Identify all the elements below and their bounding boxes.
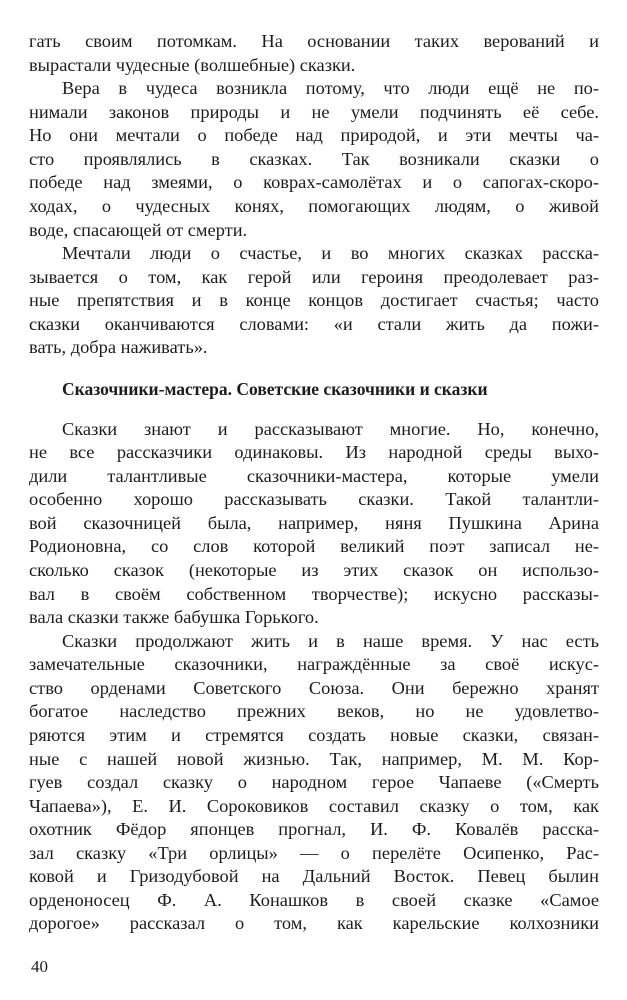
text-line: Вера в чудеса возникла потому, что люди ещё не по- xyxy=(62,78,599,99)
text-line: ные с нашей новой жизнью. Так, например, М. М. Кор- xyxy=(29,748,599,769)
text-line: ство орденами Советского Союза. Они бережно хранят xyxy=(29,677,599,698)
text-line: ряются этим и стремятся создать новые сказки, связан- xyxy=(29,724,599,745)
text-line: орденоносец Ф. А. Конашков в своей сказке «Самое xyxy=(29,889,599,910)
text-line: охотник Фёдор японцев прогнал, И. Ф. Ковалёв расска- xyxy=(29,819,599,840)
text-line: сказки оканчиваются словами: «и стали жить да пожи- xyxy=(29,313,599,334)
text-line: вал в своём собственном творчестве); искусно рассказы- xyxy=(29,583,599,604)
text-line: дили талантливые сказочники-мастера, которые умели xyxy=(29,465,599,486)
text-line: гать своим потомкам. На основании таких верований и xyxy=(29,31,599,51)
text-line: вала сказки также бабушка Горького. xyxy=(29,607,319,628)
text-line: Сказки продолжают жить и в наше время. У нас есть xyxy=(62,630,599,651)
text-line: богатое наследство прежних веков, но не удовлетво- xyxy=(29,701,599,722)
text-line: зал сказку «Три орлицы» — о перелёте Осипенко, Рас- xyxy=(29,842,599,863)
text-line: победе над змеями, о коврах-самолётах и о сапогах-скоро- xyxy=(29,172,599,193)
section-heading: Сказочники-мастера. Советские сказочники и сказки xyxy=(62,378,488,399)
text-line: гуев создал сказку о народном герое Чапаеве («Смерть xyxy=(29,772,599,792)
text-line: Мечтали люди о счастье, и во многих сказках расска- xyxy=(62,243,599,264)
text-line: Чапаева»), Е. И. Сороковиков составил сказку о том, как xyxy=(29,795,599,816)
page-number: 40 xyxy=(31,957,48,976)
text-line: ходах, о чудесных конях, помогающих людям, о живой xyxy=(29,196,599,216)
text-line: Но они мечтали о победе над природой, и эти мечты ча- xyxy=(29,125,599,146)
text-line: вать, добра наживать». xyxy=(29,337,208,358)
text-line: зывается о том, как герой или героиня преодолевает раз- xyxy=(29,266,599,287)
text-line: Сказки знают и рассказывают многие. Но, конечно, xyxy=(62,418,599,439)
text-line: нимали законов природы и не умели подчинять её себе. xyxy=(29,101,599,122)
text-line: Родионовна, со слов которой великий поэт записал не- xyxy=(29,536,599,557)
text-line: замечательные сказочники, награждённые за своё искус- xyxy=(29,654,599,675)
text-line: вой сказочницей была, например, няня Пушкина Арина xyxy=(29,512,599,533)
text-line: ковой и Гризодубовой на Дальний Восток. Певец былин xyxy=(29,866,599,887)
text-line: ные препятствия и в конце концов достигает счастья; часто xyxy=(29,290,599,311)
text-line: вырастали чудесные (волшебные) сказки. xyxy=(29,54,356,75)
text-line: сколько сказок (некоторые из этих сказок он использо- xyxy=(29,559,599,580)
text-line: воде, спасающей от смерти. xyxy=(29,219,248,240)
text-line: сто проявлялись в сказках. Так возникали сказки о xyxy=(29,148,599,169)
text-line: особенно хорошо рассказывать сказки. Такой талантли- xyxy=(29,489,599,510)
text-line: не все рассказчики одинаковы. Из народной среды выхо- xyxy=(29,442,599,463)
text-line: дорогое» рассказал о том, как карельские колхозники xyxy=(29,913,599,934)
